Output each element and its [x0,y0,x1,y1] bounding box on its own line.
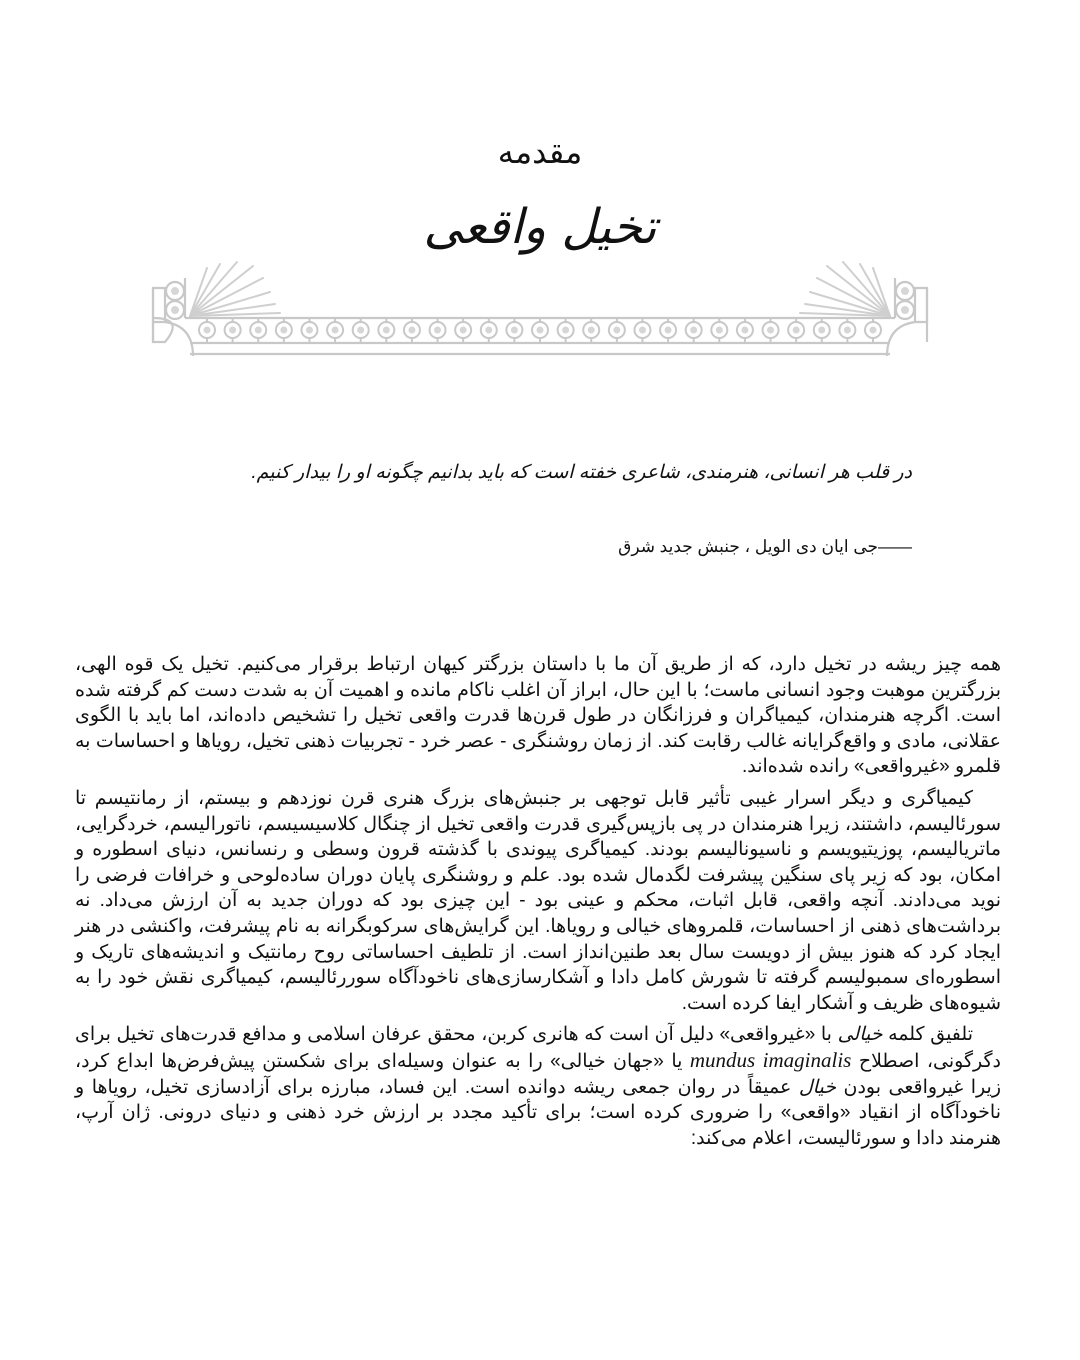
decorative-rosette-border-icon [145,258,935,360]
body-text [75,652,1001,1157]
paragraph-3-part-2: با «غیرواقعی» دلیل آن است که هانری کربن، محقق عرفان اسلامی و مدافع قدرت‌های تخیل برای دگرگونی، اصطلاح [75,1024,1002,1072]
latin-term-mundus-imaginalis: mundus imaginalis [689,1047,852,1072]
chapter-title: تخیل واقعی [423,199,657,255]
paragraph-3-part-4: عمیقاً در روان جمعی ریشه دوانده است. این فساد، مبارزه برای آزادسازی تخیل، رویاها و ناخودآگاه از انقیاد «واقعی» را ضروری کرده است؛ برای تأکید مجدد بر ارزش خرد ذهنی و دنیای درونی. ژان آرپ، هنرمند دادا و سورئالیست، اعلام می‌کند: [75,1076,1001,1149]
epigraph-attribution: ——جی ایان دی الویل ، جنبش جدید شرق [618,537,912,556]
paragraph-3-part-1: تلفیق کلمه [882,1024,973,1046]
paragraph-3-part-3: یا «جهان خیالی» را به عنوان وسیله‌ای برای شکستن پیش‌فرض‌ها ابداع کرد، زیرا غیرواقعی بودن [75,1050,1001,1098]
epigraph-quote: در قلب هر انسانی، هنرمندی، شاعری خفته است که باید بدانیم چگونه او را بیدار کنیم. [251,462,912,483]
paragraph-3 [75,1022,1001,1151]
italic-term-khiyal: خیال [798,1076,836,1098]
paragraph-1: همه چیز ریشه در تخیل دارد، که از طریق آن ما با داستان بزرگتر کیهان ارتباط برقرار می‌کنیم. تخیل یک قوه الهی، بزرگترین موهبت وجود انسانی ماست؛ با این حال، ابراز آن اغلب ناکام مانده و اهمیت آن به شدت دست کم گرفته شده است. اگرچه هنرمندان، کیمیاگران و فرزانگان در طول قرن‌ها قدرت واقعی تخیل را تشخیص داده‌اند، اما باید با الگوی عقلانی، مادی و واقع‌گرایانه غالب رقابت کند. از زمان روشنگری - عصر خرد - تجربیات ذهنی تخیل، رویاها و احساسات به قلمرو «غیرواقعی» رانده شده‌اند. [75,654,1001,778]
paragraph-2: کیمیاگری و دیگر اسرار غیبی تأثیر قابل توجهی بر جنبش‌های بزرگ هنری قرن نوزدهم و بیستم، از رمانتیسم تا سورئالیسم، داشتند، زیرا هنرمندان در پی بازپس‌گیری قدرت واقعی تخیل از چنگال کلاسیسیسم، ناتورالیسم، خردگرایی، ماتریالیسم، پوزیتیویسم و ناسیونالیسم بودند. کیمیاگری پیوندی با گذشته قرون وسطی و رنسانس، دنیای اسطوره و امکان، بود که زیر پای سنگین پیشرفت لگدمال شده بود. علم و روشنگری پایان دوران ساده‌لوحی و خرافات فرضی را نوید می‌دادند. آنچه واقعی، قابل اثبات، محکم و عینی بود - این چیزی بود که دوران جدید به آن ارزش می‌داد. نه برداشت‌های ذهنی از احساسات، قلمروهای خیالی و رویاها. این گرایش‌های سرکوبگرانه به نام پیشرفت، واکنشی در هنر ایجاد کرد که هنوز بیش از دویست سال بعد طنین‌انداز است. از تلطیف احساساتی روح رمانتیک و اندیشه‌های تاریک و اسطوره‌ای سمبولیسم گرفته تا شورش کامل دادا و آشکارسازی‌های ناخودآگاه سوررئالیسم، کیمیاگری نقش خود را به شیوه‌های ظریف و آشکار ایفا کرده است. [75,787,1001,1014]
italic-term-khiali: خیالی [837,1024,883,1046]
chapter-label: مقدمه [497,133,583,171]
